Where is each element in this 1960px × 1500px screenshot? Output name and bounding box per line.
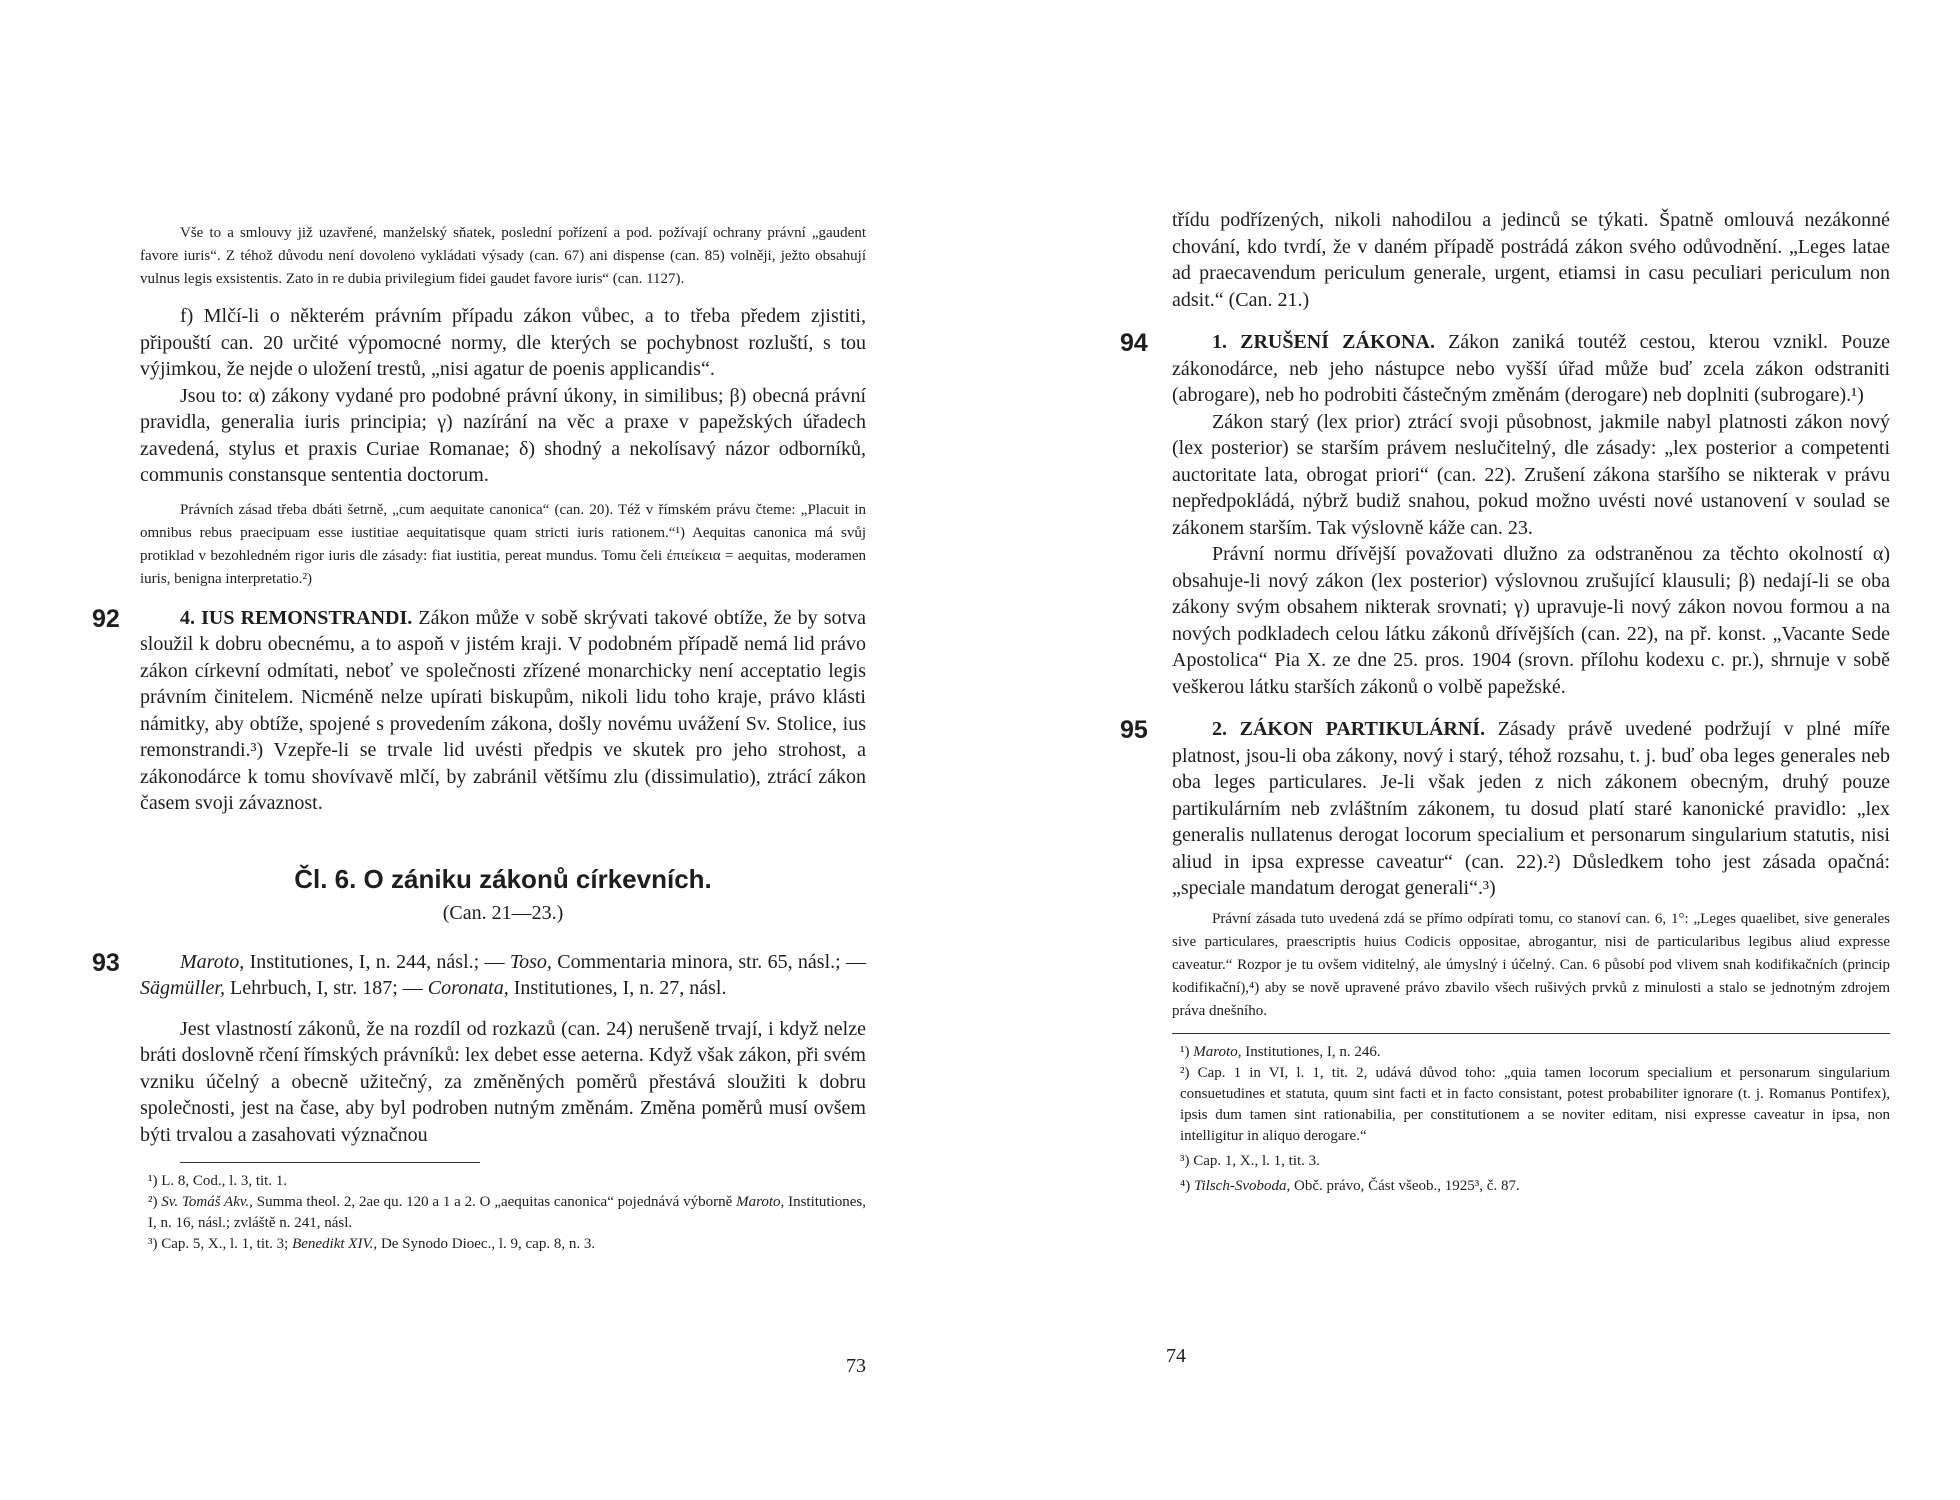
chapter-heading [140,863,866,927]
margin-number-94: 94 [1120,329,1148,357]
right-page [980,0,1960,1500]
footnote-text: Obč. právo, Část všeob., 1925³, č. 87. [1290,1177,1520,1194]
bibliography-93 [140,949,866,1002]
section-95 [1120,716,1890,902]
margin-number-93: 93 [92,948,120,977]
footnote-text: Institutiones, I, n. 246. [1241,1043,1381,1060]
page-number: 73 [846,1355,866,1377]
paragraph-94-text: Zákon zaniká toutéž cestou, kterou vznikl. Pouze zákonodárce, neb jeho nástupce nebo vyšší úřad může buď zcela zákon odstraniti (abrogare), neb ho podrobiti částečným změnám (derogare) neb doplniti (subrogare).¹) [1172,331,1891,406]
paragraph-95 [1172,716,1890,902]
paragraph-94 [1172,329,1890,409]
author-name: Tilsch-Svoboda, [1193,1177,1291,1194]
footnote-marker: ¹) [1180,1043,1194,1060]
footnote-3 [140,1234,866,1255]
section-title-zruseni-zakona: 1. ZRUŠENÍ ZÁKONA. [1212,331,1435,353]
footnote-divider [1172,1033,1890,1034]
margin-number-95: 95 [1120,716,1148,744]
paragraph-continued: třídu podřízených, nikoli nahodilou a jedinců se týkati. Špatně omlouvá nezákonné chování, kdo tvrdí, že v daném případě postrádá zákon svého odůvodnění. „Leges latae ad praecavendum periculum generale, urgent, etiamsi in casu peculiari periculum non adsit.“ (Can. 21.) [1172,209,1890,311]
footnote-2: ²) Cap. 1 in VI, l. 1, tit. 2, udává důvod toho: „quia tamen locorum specialium et personarum singularium consuetudines et statuta, quum sint facti et in facto consistant, potest probabiliter ignorare (t. j. Romanus Pontifex), ipsis dum tamen sint rationabilia, per constitutionem a se noviter editam, nisi expresse caveatur in ipsa, non intelligitur in aliquo derogare.“ [1180,1064,1890,1144]
reference-text: Lehrbuch, I, str. 187; — [225,977,428,999]
footnote-text: ³) Cap. 5, X., l. 1, tit. 3; [148,1236,293,1252]
author-name: Toso, [509,950,552,973]
footnotes [140,1171,866,1255]
section-94 [1120,329,1891,409]
author-name: Benedikt XIV., [292,1236,378,1252]
author-name: Coronata, [427,977,509,999]
paragraph-95-text: Zásady právě uvedené podržují v plné míře platnost, jsou-li oba zákony, nový i starý, téhož rozsahu, t. j. buď oba leges generales neb oba leges particulares. Je-li však jeden z nich zákonem obecným, druhý pouze partikulárním neb zvláštním zákonem, tu dosud platí staré kanonické pravidlo: „lex generalis nullatenus derogat locorum specialium et personarum singularium statutis, nisi aliud in ipsa expresse caveatur“ (can. 22).²) Důsledkem toho jest zásada opačná: „speciale mandatum derogat generali“.³) [1172,718,1890,899]
author-name: Sägmüller, [140,977,225,999]
footnote-1: ¹) L. 8, Cod., l. 3, tit. 1. [148,1173,288,1189]
right-page-content [1120,207,1891,1197]
footnote-divider [180,1162,480,1163]
paragraph-f: f) Mlčí-li o některém právním případu zákon vůbec, a to třeba předem zjistiti, připouští can. 20 určité výpomocné normy, dle kterých se pochybnost rozluští, s tou výjimkou, že nejde o uložení trestů, „nisi agatur de poenis applicandis“. [140,305,866,380]
section-title-ius-remonstrandi: 4. IUS REMONSTRANDI. [180,606,413,629]
paragraph-jest-vlastnosti: Jest vlastností zákonů, že na rozdíl od rozkazů (can. 24) nerušeně trvají, i když nelze bráti doslovně rčení římských právníků: lex debet esse aeterna. Když však zákon, při svém vzniku účelný a obecně užitečný, za změněných poměrů přestává sloužiti k dobru společnosti, jest na čase, aby byl podroben nutným změnám. Změna poměrů musí ovšem býti trvalou a zasahovati význačnou [140,1017,866,1146]
footnote-3: ³) Cap. 1, X., l. 1, tit. 3. [1180,1152,1320,1169]
small-print-paragraph: Vše to a smlouvy již uzavřené, manželský sňatek, poslední pořízení a pod. požívají ochrany právní „gaudent favore iuris“. Z téhož důvodu není dovoleno vykládati výsady (can. 67) ani dispense (can. 85) volněji, ježto obsahují vulnus legis exsistentis. Zato in re dubia privilegium fidei gaudet favore iuris“ (can. 1127). [140,225,866,287]
author-name: Maroto, [1193,1043,1242,1060]
paragraph-92 [140,605,866,817]
chapter-canons: (Can. 21—23.) [442,901,564,924]
left-page-content [92,222,866,1255]
reference-text: Commentaria minora, str. 65, násl.; — [551,950,866,973]
section-93 [92,948,866,1002]
paragraph-pravni-normu: Právní normu dřívější považovati dlužno za odstraněnou za těchto okolností α) obsahuje-li nový zákon (lex posterior) výslovnou zrušující klausuli; β) nedají-li se oba zákony svým obsahem nikterak srovnati; γ) upravuje-li nový zákon novou formou a na nových podkladech celou látku zákonů dřívějších (can. 22), na př. konst. „Vacante Sede Apostolica“ Pia X. ze dne 25. pros. 1904 (srovn. přílohu kodexu c. pr.), shrnuje v sobě veškerou látku starších zákonů o volbě papežské. [1172,543,1890,698]
footnote-2 [140,1192,866,1234]
reference-text: Institutiones, I, n. 244, násl.; — [244,950,510,973]
footnote-text: Summa theol. 2, 2ae qu. 120 a 1 a 2. O „aequitas canonica“ pojednává výborně [252,1194,737,1210]
margin-number-92: 92 [92,604,120,633]
footnotes [1172,1042,1890,1197]
author-name: Maroto, [736,1194,785,1210]
section-92 [92,604,866,817]
chapter-title: Čl. 6. O zániku zákonů církevních. [294,863,712,894]
footnote-text: De Synodo Dioec., l. 9, cap. 8, n. 3. [377,1236,596,1252]
reference-text: Institutiones, I, n. 27, násl. [508,977,727,999]
small-print-paragraph: Právní zásada tuto uvedená zdá se přímo odpírati tomu, co stanoví can. 6, 1°: „Leges quaelibet, sive generales sive particulares, praescriptis huius Codicis oppositae, abrogantur, nisi de particularibus legibus aliud expresse caveatur.“ Rozpor je tu ovšem viditelný, ale úmyslný i účelný. Can. 6 působí pod vlivem snah kodifikačních (princip kodifikační),⁴) aby se nově upravené právo zbavilo všech rušivých prvků z minulosti a stalo se jednotným zdrojem práva dnešního. [1172,910,1890,1019]
page-number: 74 [1166,1345,1186,1367]
small-print-paragraph: Právních zásad třeba dbáti šetrně, „cum aequitate canonica“ (can. 20). Též v římském právu čteme: „Placuit in omnibus rebus praecipuam esse iustitiae aequitatisque quam stricti iuris rationem.“¹) Aequitas canonica má svůj protiklad v bezohledném rigor iuris dle zásady: fiat iustitia, pereat mundus. Tomu čeli ἐπιείκεια = aequitas, moderamen iuris, benigna interpretatio.²) [140,501,866,587]
author-name: Sv. Tomáš Akv., [161,1194,253,1210]
paragraph-zakon-stary: Zákon starý (lex prior) ztrácí svoji působnost, jakmile nabyl platnosti zákon nový (lex posterior) se starším právem neslučitelný, dle zásady: „lex posterior a competenti auctoritate lata, obrogat priori“ (can. 22). Zrušení zákona staršího se nikterak v právu nepředpokládá, nýbrž budiž snahou, pokud možno uvésti nové ustanovení v soulad se zákonem starším. Tak výslovně káže can. 23. [1172,410,1890,539]
paragraph-92-text: Zákon může v sobě skrývati takové obtíže, že by sotva sloužil k dobru obecnému, a to aspoň v jistém kraji. V podobném případě nemá lid právo zákon církevní odmítati, neboť ve společnosti zřízené monarchicky není acceptatio legis právním činitelem. Nicméně nelze upírati biskupům, nikoli lidu toho kraje, právo klásti námitky, aby obtíže, spojené s provedením zákona, došly novému uvážení Sv. Stolice, ius remonstrandi.³) Vzepře-li se trvale lid uvésti předpis ve skutek pro jeho strohost, a zákonodárce k tomu shovívavě mlčí, by zabránil většímu zlu (dissimulatio), ztrácí zákon časem svoji závaznost. [140,606,866,814]
footnote-marker: ⁴) [1180,1177,1194,1194]
footnote-1 [1172,1042,1890,1063]
paragraph-jsou-to: Jsou to: α) zákony vydané pro podobné právní úkony, in similibus; β) obecná právní pravidla, generalia iuris principia; γ) nazírání na věc a praxe v papežských úřadech zavedená, stylus et praxis Curiae Romanae; δ) shodný a nekolísavý názor odborníků, communis constansque sententia doctorum. [140,384,866,486]
author-name: Maroto, [180,950,245,973]
footnote-text: Institutiones, I, n. 16, násl.; zvláště n. 241, násl. [148,1194,866,1231]
section-title-zakon-partikularni: 2. ZÁKON PARTIKULÁRNÍ. [1212,718,1486,740]
footnote-4 [1172,1176,1890,1197]
footnote-marker: ²) [148,1194,162,1210]
